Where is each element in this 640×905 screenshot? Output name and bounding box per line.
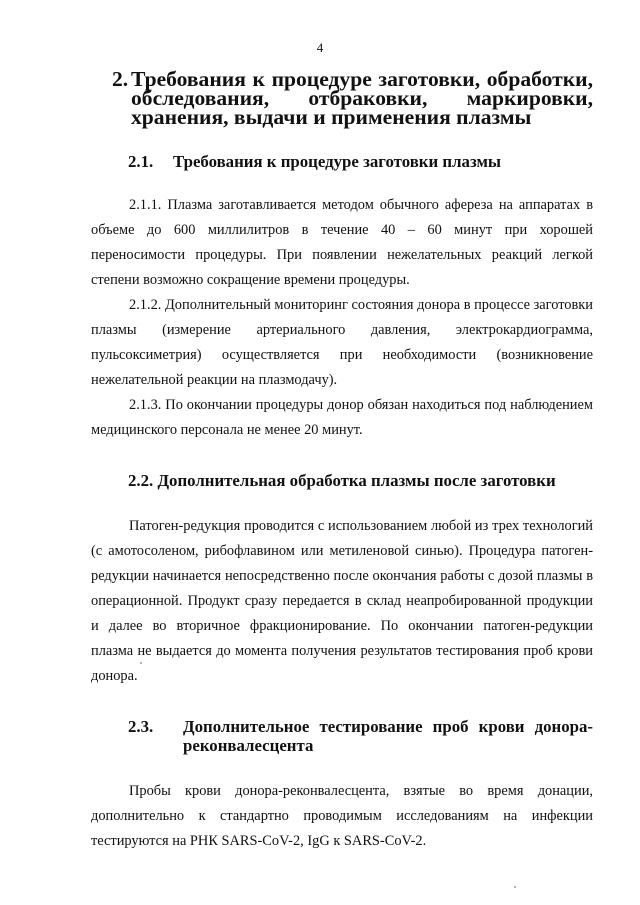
section-2-heading — [112, 67, 593, 129]
scan-speck — [514, 886, 516, 888]
section-2-2-heading: 2.2. Дополнительная обработка плазмы после заготовки — [128, 471, 556, 490]
paragraph-2-1-2: 2.1.2. Дополнительный мониторинг состояния донора в процессе заготовки плазмы (измерение артериального давления, электрокардиограмма, пульсоксиметрия) осуществляется при необходимости (возникновение нежелательной реакции на плазмодачу). — [91, 297, 593, 388]
section-2-1-heading — [128, 152, 593, 171]
scan-speck — [140, 662, 142, 664]
paragraph-2-1-1: 2.1.1. Плазма заготавливается методом обычного афереза на аппаратах в объеме до 600 миллилитров в течение 40 – 60 минут при хорошей переносимости процедуры. При появлении нежелательных реакций легкой степени возможно сокращение времени процедуры. — [91, 197, 593, 288]
section-2-1-title: Требования к процедуре заготовки плазмы — [173, 152, 502, 171]
document-body — [91, 67, 593, 854]
section-2-title: Требования к процедуре заготовки, обработки, обследования, отбраковки, маркировки, хранения, выдачи и применения плазмы — [131, 67, 593, 129]
section-2-3-heading — [128, 717, 593, 755]
section-2-3-number: 2.3. — [128, 717, 154, 736]
page-number: 4 — [316, 40, 324, 55]
paragraph-2-2: Патоген-редукция проводится с использованием любой из трех технологий (с амотосоленом, рибофлавином или метиленовой синью). Процедура патоген-редукции начинается непосредственно после окончания работы с дозой плазмы в операционной. Продукт сразу передается в склад неапробированной продукции и далее во вторичное фракционирование. По окончании патоген-редукции плазма не выдается до момента получения результатов тестирования проб крови донора. — [91, 518, 593, 684]
section-2-3-title: Дополнительное тестирование проб крови донора-реконвалесцента — [183, 717, 593, 755]
paragraph-2-1-3: 2.1.3. По окончании процедуры донор обязан находиться под наблюдением медицинского персонала не менее 20 минут. — [91, 397, 593, 438]
section-2-1-number: 2.1. — [128, 152, 154, 171]
paragraph-2-3: Пробы крови донора-реконвалесцента, взятые во время донации, дополнительно к стандартно проводимым исследованиям на инфекции тестируются на РНК SARS-CoV-2, IgG к SARS-CoV-2. — [91, 783, 593, 849]
section-2-number: 2. — [112, 67, 129, 91]
